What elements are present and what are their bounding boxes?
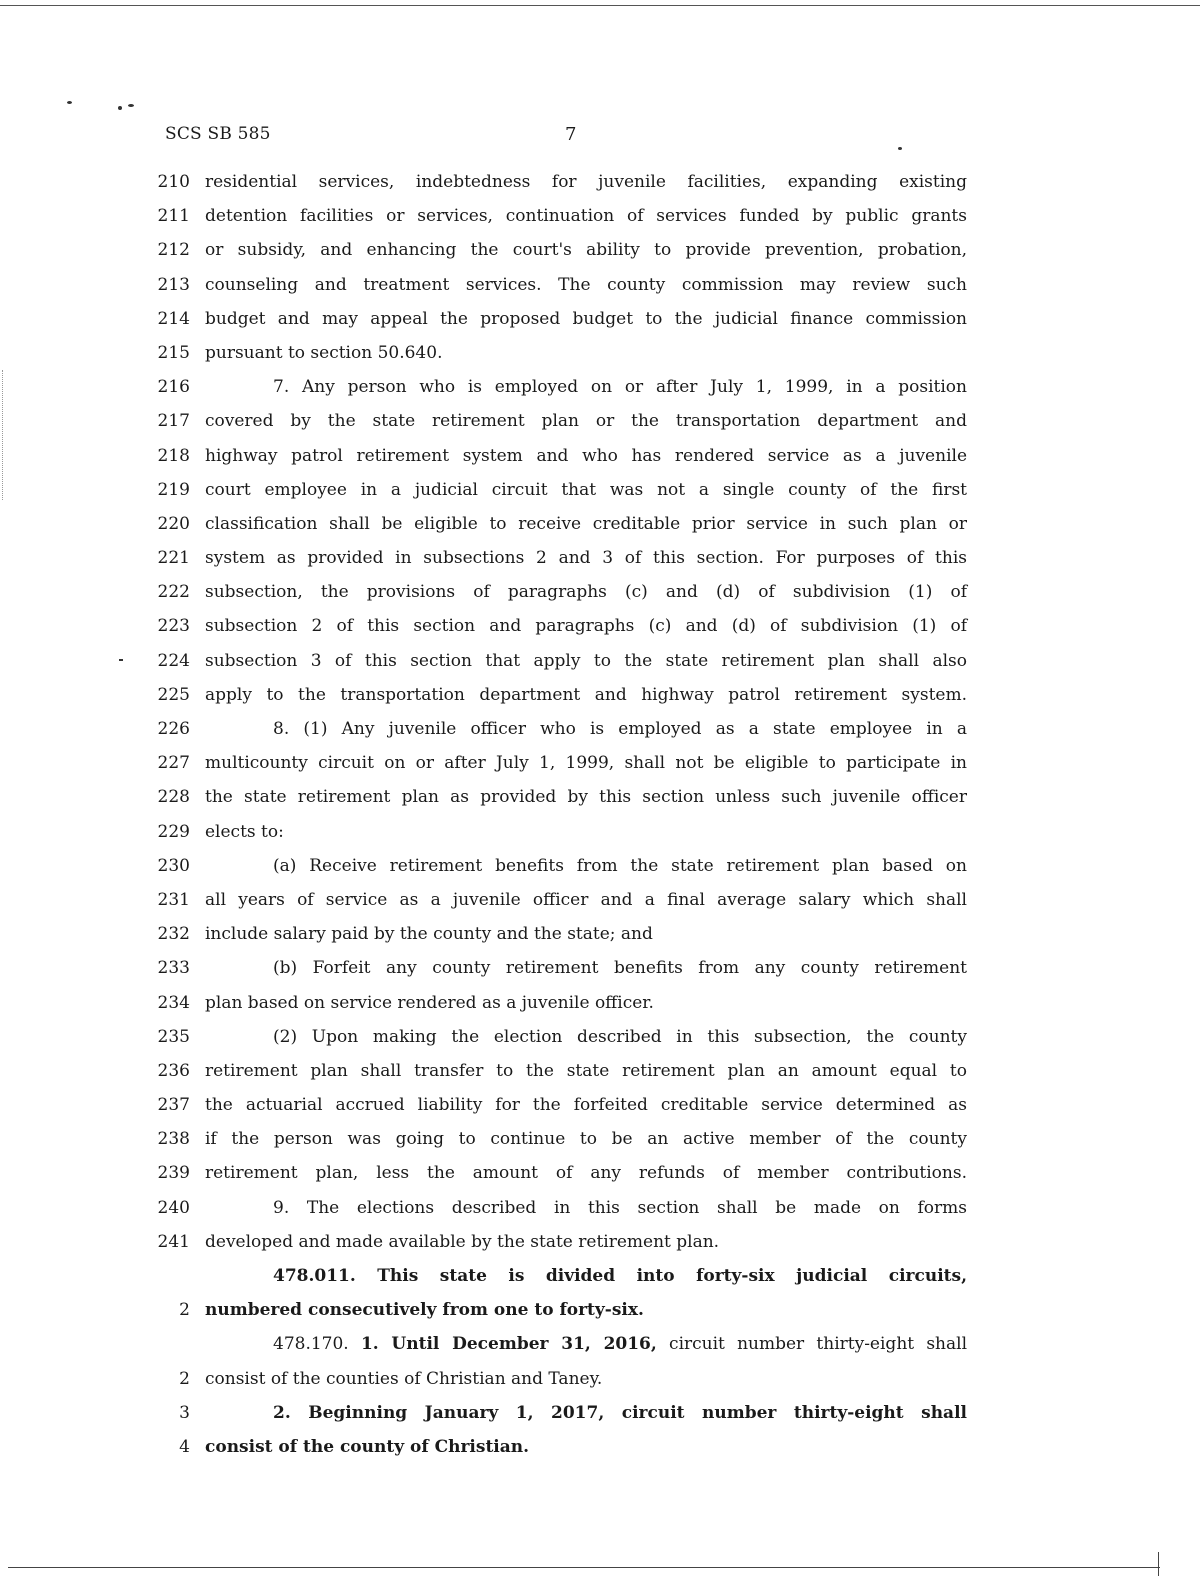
line-number: 210 [157,172,190,192]
line-number: 218 [157,445,190,466]
line-text: budget and may appeal the proposed budget to the judicial finance commission [205,308,967,329]
text-line [0,1127,1200,1161]
line-number: 241 [157,1231,190,1252]
line-text: counseling and treatment services. The county commission may review such [205,274,967,295]
text-line [0,1196,1200,1230]
line-number: 220 [157,513,190,534]
line-text: 2. Beginning January 1, 2017, circuit number thirty-eight shall [273,1402,967,1423]
text-line [0,1161,1200,1195]
line-text: the state retirement plan as provided by this section unless such juvenile officer [205,787,967,808]
text-line [0,546,1200,580]
line-number: 223 [157,616,190,637]
text-line [0,922,1200,956]
scan-edge-bottom [8,1567,1160,1568]
line-text: retirement plan, less the amount of any refunds of member contributions. [205,1163,967,1184]
line-number: 231 [157,889,190,910]
text-line [0,273,1200,307]
line-text: retirement plan shall transfer to the state retirement plan an amount equal to [205,1060,967,1081]
line-number: 225 [157,684,190,705]
line-number: 2 [179,1300,190,1321]
section-heading-line [0,1332,1200,1366]
text-line [0,238,1200,272]
line-text: classification shall be eligible to receive creditable prior service in such plan or [205,513,967,534]
scan-speck [898,147,902,150]
text-line [0,888,1200,922]
text-line [0,956,1200,990]
line-text: all years of service as a juvenile officer and a final average salary which shall [205,889,967,910]
text-line [0,683,1200,717]
section-heading-line [0,1264,1200,1298]
line-number: 213 [157,274,190,295]
text-line [0,512,1200,546]
text-line [0,1435,1200,1469]
text-line [0,1093,1200,1127]
section-text-478-170 [273,1332,967,1356]
scan-speck [67,101,72,104]
text-line [0,820,1200,854]
scan-speck [128,104,134,107]
line-number: 235 [157,1026,190,1047]
text-line [0,1059,1200,1093]
text-line [0,478,1200,512]
line-text: (b) Forfeit any county retirement benefits from any county retirement [273,958,967,979]
line-number: 214 [157,308,190,329]
line-number: 221 [157,548,190,569]
statute-text [0,170,1200,1469]
line-number: 217 [157,411,190,432]
text-line [0,307,1200,341]
bill-identifier: SCS SB 585 [165,124,271,144]
line-text: if the person was going to continue to be an active member of the county [205,1129,967,1150]
text-line [0,375,1200,409]
text-line [0,991,1200,1025]
line-number: 226 [157,719,190,739]
scan-edge-top [0,5,1200,6]
section-number: 478.170. [273,1334,361,1355]
line-text: residential services, indebtedness for juvenile facilities, expanding existing [205,172,967,192]
line-number: 229 [157,821,190,842]
bold-amendment: 1. Until December 31, 2016, [360,1334,657,1355]
line-text: 7. Any person who is employed on or after July 1, 1999, in a position [273,377,967,398]
line-number: 236 [157,1060,190,1081]
line-number: 240 [157,1197,190,1218]
line-number: 239 [157,1163,190,1184]
line-number: 4 [179,1436,190,1457]
line-text: 8. (1) Any juvenile officer who is employed as a state employee in a [273,719,967,739]
line-number: 228 [157,787,190,808]
line-number: 230 [157,855,190,876]
text-line [0,717,1200,751]
line-number: 215 [157,342,190,363]
text-line [0,341,1200,375]
line-text: plan based on service rendered as a juvenile officer. [205,992,654,1013]
text-line [0,1367,1200,1401]
text-line [0,614,1200,648]
text-line [0,409,1200,443]
line-text: subsection, the provisions of paragraphs (c) and (d) of subdivision (1) of [205,582,967,603]
text-line [0,170,1200,204]
text-line [0,204,1200,238]
text-line [0,1401,1200,1435]
line-number: 222 [157,582,190,603]
text-line [0,1298,1200,1332]
line-text: the actuarial accrued liability for the forfeited creditable service determined as [205,1095,967,1116]
text-line [0,785,1200,819]
page-number: 7 [565,124,577,145]
line-number: 212 [157,240,190,261]
scan-speck [118,106,122,110]
line-text: multicounty circuit on or after July 1, 1999, shall not be eligible to participate in [205,753,967,774]
line-text: consist of the counties of Christian and Taney. [205,1368,603,1389]
line-text: subsection 3 of this section that apply to the state retirement plan shall also [205,650,967,671]
text-line [0,854,1200,888]
line-number: 232 [157,924,190,945]
line-text: detention facilities or services, continuation of services funded by public grants [205,206,967,227]
line-number: 211 [157,206,190,227]
text-line [0,649,1200,683]
line-number: 233 [157,958,190,979]
line-number: 237 [157,1095,190,1116]
line-text: pursuant to section 50.640. [205,342,443,363]
line-text: developed and made available by the state retirement plan. [205,1231,720,1252]
line-number: 227 [157,753,190,774]
line-text-tail: circuit number thirty-eight shall [656,1334,968,1355]
text-line [0,1230,1200,1264]
scan-edge-right [1158,1552,1159,1576]
line-number: 238 [157,1129,190,1150]
text-line [0,580,1200,614]
line-text: consist of the county of Christian. [205,1436,530,1457]
line-text: 9. The elections described in this section shall be made on forms [273,1197,967,1218]
text-line [0,1025,1200,1059]
text-line [0,444,1200,478]
line-text: or subsidy, and enhancing the court's ability to provide prevention, probation, [205,240,967,261]
line-text: apply to the transportation department and highway patrol retirement system. [205,684,967,705]
line-text: include salary paid by the county and the state; and [205,924,653,945]
line-text: numbered consecutively from one to forty-six. [205,1300,644,1321]
line-number: 224 [157,650,190,671]
line-text: highway patrol retirement system and who has rendered service as a juvenile [205,445,967,466]
line-text: (2) Upon making the election described in this subsection, the county [273,1026,967,1047]
line-number: 219 [157,479,190,500]
section-text-478-011: 478.011. This state is divided into forty-six judicial circuits, [273,1266,967,1286]
line-number: 3 [179,1402,190,1423]
line-text: (a) Receive retirement benefits from the state retirement plan based on [273,855,967,876]
text-line [0,751,1200,785]
line-text: covered by the state retirement plan or the transportation department and [205,411,967,432]
line-text: system as provided in subsections 2 and 3 of this section. For purposes of this [205,548,967,569]
margin-mark [119,659,123,661]
line-number: 234 [157,992,190,1013]
line-text: elects to: [205,821,284,842]
line-number: 2 [179,1368,190,1389]
line-text: subsection 2 of this section and paragraphs (c) and (d) of subdivision (1) of [205,616,967,637]
line-number: 216 [157,377,190,398]
line-text: court employee in a judicial circuit that was not a single county of the first [205,479,967,500]
